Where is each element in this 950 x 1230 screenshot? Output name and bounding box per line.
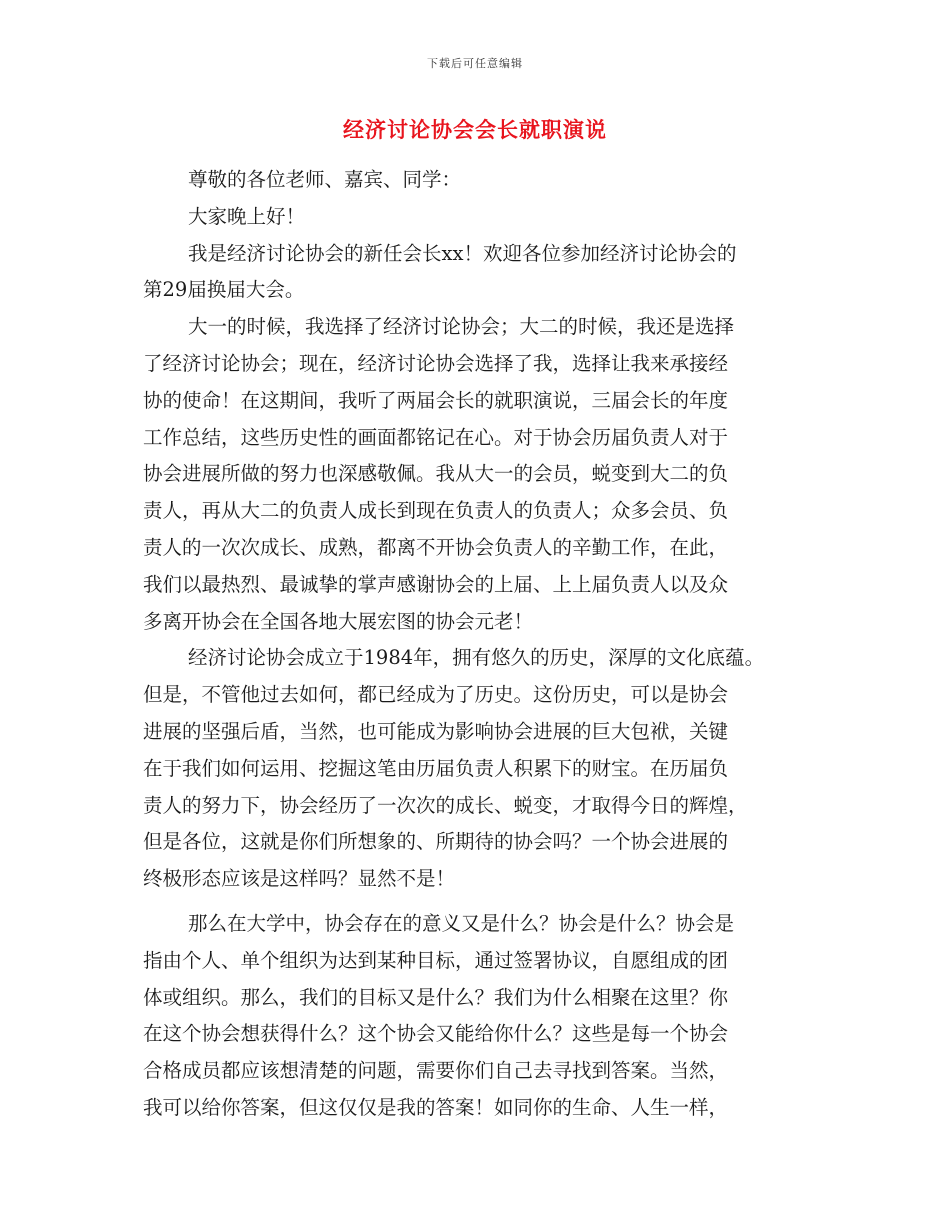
text-line: 责人的一次次成长、成熟，都离不开协会负责人的辛勤工作，在此， (143, 535, 729, 559)
text-line: 大家晚上好！ (188, 204, 306, 228)
text-line: 体或组织。那么，我们的目标又是什么？我们为什么相聚在这里？你 (143, 985, 729, 1009)
text-line: 我们以最热烈、最诚挚的掌声感谢协会的上届、上上届负责人以及众 (143, 572, 729, 596)
text-line: 终极形态应该是这样吗？显然不是！ (143, 867, 456, 891)
history-paragraph (143, 309, 803, 640)
document-title: 经济讨论协会会长就职演说 (343, 117, 607, 142)
text-line: 但是，不管他过去如何，都已经成为了历史。这份历史，可以是协会 (143, 683, 729, 707)
salutation-paragraph (143, 162, 803, 199)
text-line: 协的使命！在这期间，我听了两届会长的就职演说，三届会长的年度 (143, 388, 729, 412)
text-line: 了经济讨论协会；现在，经济讨论协会选择了我，选择让我来承接经 (143, 351, 729, 375)
text-line: 但是各位，这就是你们所想象的、所期待的协会吗？一个协会进展的 (143, 830, 729, 854)
paragraph-gap (143, 898, 803, 906)
page-header: 下载后可任意编辑 (427, 57, 523, 70)
text-line: 责人，再从大二的负责人成长到现在负责人的负责人；众多会员、负 (143, 499, 729, 523)
text-line: 我可以给你答案，但这仅仅是我的答案！如同你的生命、人生一样， (143, 1095, 729, 1119)
text-line: 大一的时候，我选择了经济讨论协会；大二的时候，我还是选择 (188, 315, 735, 339)
text-line: 合格成员都应该想清楚的问题，需要你们自己去寻找到答案。当然， (143, 1059, 729, 1083)
text-line: 那么在大学中，协会存在的意义又是什么？协会是什么？协会是 (188, 911, 735, 935)
text-line: 进展的坚强后盾，当然，也可能成为影响协会进展的巨大包袱，关键 (143, 719, 729, 743)
text-line: 我是经济讨论协会的新任会长xx！欢迎各位参加经济讨论协会的 (188, 241, 737, 265)
text-line: 责人的努力下，协会经历了一次次的成长、蜕变，才取得今日的辉煌， (143, 793, 748, 817)
meaning-paragraph (143, 906, 803, 1127)
text-line: 第29届换届大会。 (143, 278, 305, 302)
founding-paragraph (143, 640, 803, 898)
text-line: 指由个人、单个组织为达到某种目标，通过签署协议，自愿组成的团 (143, 948, 729, 972)
text-line: 协会进展所做的努力也深感敬佩。我从大一的会员，蜕变到大二的负 (143, 462, 729, 486)
text-line: 尊敬的各位老师、嘉宾、同学： (188, 168, 462, 191)
introduction-paragraph (143, 236, 803, 310)
text-line: 经济讨论协会成立于1984年，拥有悠久的历史，深厚的文化底蕴。 (188, 646, 765, 670)
speech-body (143, 162, 803, 1127)
text-line: 工作总结，这些历史性的画面都铭记在心。对于协会历届负责人对于 (143, 425, 729, 449)
text-line: 多离开协会在全国各地大展宏图的协会元老！ (143, 609, 534, 633)
text-line: 在这个协会想获得什么？这个协会又能给你什么？这些是每一个协会 (143, 1022, 729, 1046)
greeting-paragraph (143, 199, 803, 236)
text-line: 在于我们如何运用、挖掘这笔由历届负责人积累下的财宝。在历届负 (143, 756, 729, 780)
